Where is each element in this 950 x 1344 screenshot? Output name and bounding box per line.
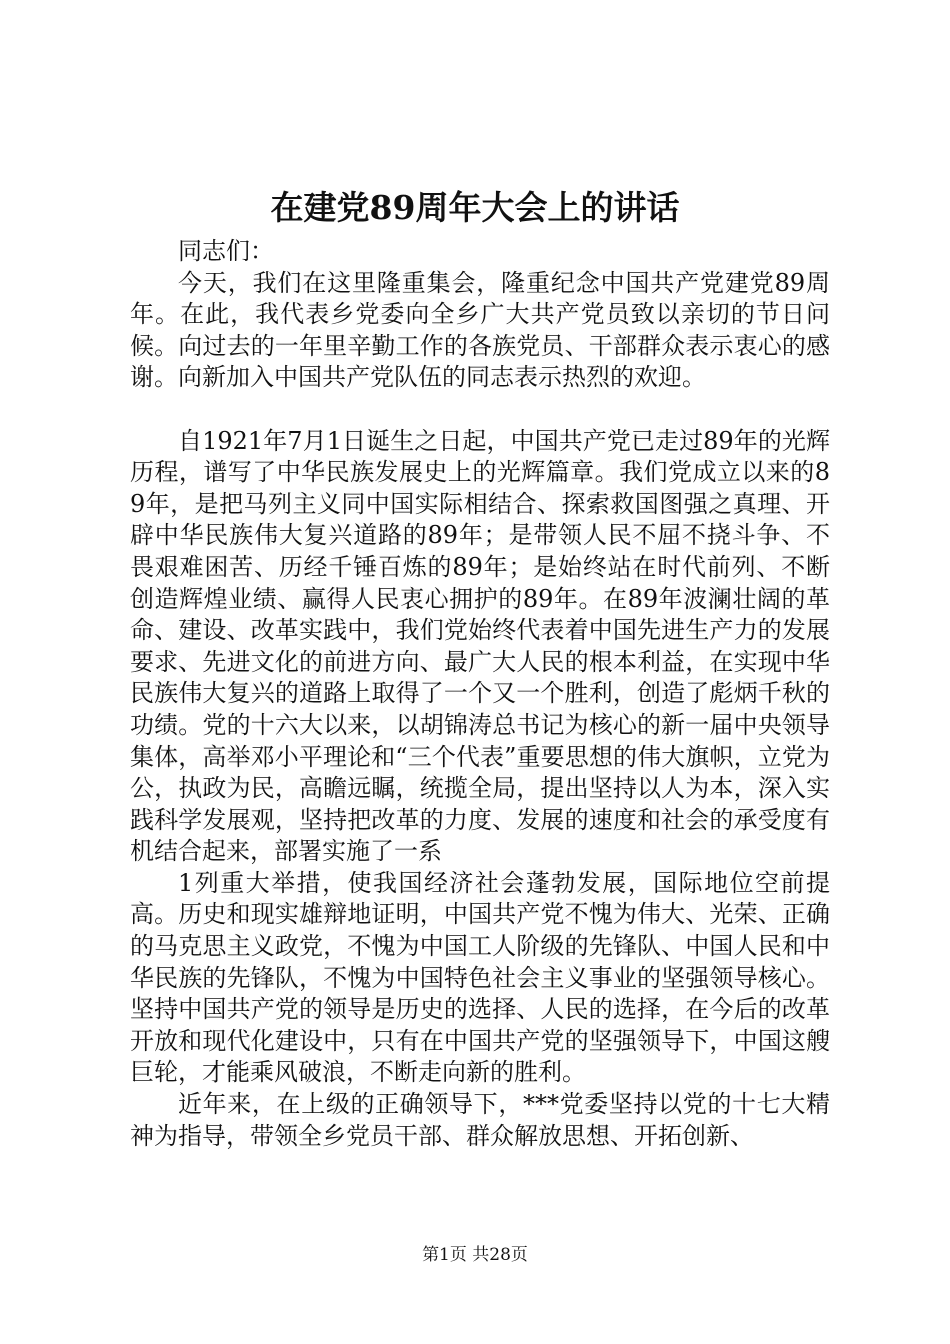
- document-body: [130, 236, 830, 1152]
- page-number-footer: 第1页 共28页: [422, 1245, 528, 1265]
- salutation-paragraph: 同志们：: [178, 237, 274, 265]
- opening-paragraph: 今天，我们在这里隆重集会，隆重纪念中国共产党建党89周年。在此，我代表乡党委向全乡广大共产党员致以亲切的节日问候。向过去的一年里辛勤工作的各族党员、干部群众表示衷心的感谢。向新加入中国共产党队伍的同志表示热烈的欢迎。: [130, 268, 830, 392]
- history-paragraph: 自1921年7月1日诞生之日起，中国共产党已走过89年的光辉历程，谱写了中华民族发展史上的光辉篇章。我们党成立以来的89年，是把马列主义同中国实际相结合、探索救国图强之真理、开辟中华民族伟大复兴道路的89年；是带领人民不屈不挠斗争、不畏艰难困苦、历经千锤百炼的89年；是始终站在时代前列、不断创造辉煌业绩、赢得人民衷心拥护的89年。在89年波澜壮阔的革命、建设、改革实践中，我们党始终代表着中国先进生产力的发展要求、先进文化的前进方向、最广大人民的根本利益，在实现中华民族伟大复兴的道路上取得了一个又一个胜利，创造了彪炳千秋的功绩。党的十六大以来，以胡锦涛总书记为核心的新一届中央领导集体，高举邓小平理论和“三个代表”重要思想的伟大旗帜，立党为公，执政为民，高瞻远瞩，统揽全局，提出坚持以人为本，深入实践科学发展观，坚持把改革的力度、发展的速度和社会的承受度有机结合起来，部署实施了一系: [130, 426, 830, 866]
- achievements-paragraph: 1列重大举措，使我国经济社会蓬勃发展，国际地位空前提高。历史和现实雄辩地证明，中国共产党不愧为伟大、光荣、正确的马克思主义政党，不愧为中国工人阶级的先锋队、中国人民和中华民族的先锋队，不愧为中国特色社会主义事业的坚强领导核心。坚持中国共产党的领导是历史的选择、人民的选择，在今后的改革开放和现代化建设中，只有在中国共产党的坚强领导下，中国这艘巨轮，才能乘风破浪，不断走向新的胜利。: [130, 868, 830, 1087]
- document-title: 在建党89周年大会上的讲话: [270, 188, 680, 227]
- recent-years-paragraph: 近年来，在上级的正确领导下，***党委坚持以党的十七大精神为指导，带领全乡党员干部、群众解放思想、开拓创新、: [130, 1090, 830, 1150]
